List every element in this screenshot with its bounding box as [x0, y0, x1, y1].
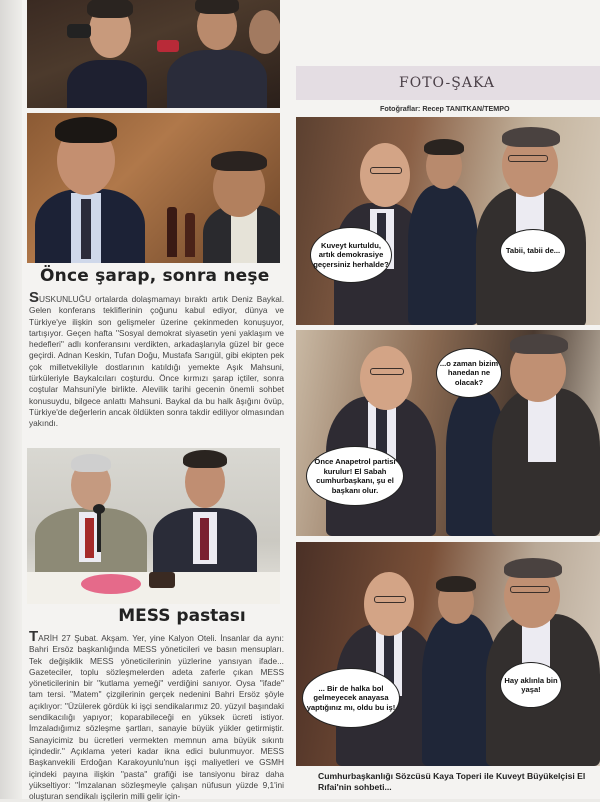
- story2-headline: MESS pastası: [118, 606, 246, 626]
- speech-bubble: Kuveyt kurtuldu, artık demokrasiye geçersiniz herhalde?: [310, 227, 392, 283]
- fotosaka-panel-1: [296, 117, 600, 325]
- fotosaka-panel-2: [296, 330, 600, 536]
- speech-bubble: Hay aklınla bin yaşa!: [500, 662, 562, 708]
- speech-bubble: ...o zaman bizim hanedan ne olacak?: [436, 348, 502, 398]
- story1-body: [29, 289, 284, 430]
- story1-dropcap: S: [29, 289, 40, 306]
- photo-crowd-drinking: [27, 0, 280, 108]
- story2-dropcap: T: [29, 628, 39, 645]
- speech-bubble: Tabii, tabii de...: [500, 229, 566, 273]
- story2-body-lead: ARİH 27 Şubat.: [38, 633, 99, 643]
- story1-headline: Önce şarap, sonra neşe: [40, 266, 270, 286]
- photo-baykal-mahsuni: [27, 113, 280, 263]
- story1-body-lead: USKUNLUĞU: [39, 294, 92, 304]
- photo-mess-meeting: [27, 448, 280, 604]
- story1-body-text: ortalarda dolaşmamayı bıraktı artık Deniz Baykal. Gelen konferans tekliflerinin çoğunu kabul ediyor, dünya ve Türkiye'ye ilişkin son gelişmeler üzerine çekinmeden konuşuyor, tartışıyor. Geçen hafta ''Sosyal demokrat siyasetin yeni yaklaşım ve hedefleri'' adlı konferansını verdikten, arkadaşlarıyla güzel bir gece geçirdi. Adnan Keskin, Tufan Doğu, Mustafa Sarıgül, gibi ekipten pek çok milletvekiliyle dostlarının katıldığı yemekte Aşık Mahsuni, türküleriyle Baykalcıları coşturdu. Önce kırmızı şarap içtiler, sonra coştular Mahsuni'yle birlikte. Alevilik tarihi gecenin önemli sohbet konusuydu, bilgece anlattı Mahsuni. Baykal da bu halk âşığını övüp, Türkiye'de değerlerin ancak öldükten sonra takdir ediliyor olmasından yakındı.: [29, 294, 284, 429]
- fotosaka-panel-3: [296, 542, 600, 766]
- page-binding: [0, 0, 22, 799]
- speech-bubble: ... Bir de halka bol gelmeyecek anayasa yaptığınız mı, oldu bu iş!: [302, 668, 400, 728]
- speech-bubble: Önce Anapetrol partisi kurulur! El Sabah cumhurbaşkanı, şu el başkanı olur.: [306, 446, 404, 506]
- photo-caption: Cumhurbaşkanlığı Sözcüsü Kaya Toperi ile Kuveyt Büyükelçisi El Rıfai'nin sohbeti...: [318, 771, 586, 792]
- story2-body-text: Akşam. Yer, yine Kalyon Oteli. İnsanlar da aynı: Bahri Ersöz başkanlığında MESS yöneticileri ve basın mensupları. Tek değişiklik MESS yöneticilerinin yüzlerine yansıyan ifade... Gazeteciler, toplu sözleşmelerden adeta zaferle çıkan MESS yöneticilerinin bir ''kutlama yemeği'' verdiğini sanıyor. Oysa ''ifade'' tam tersi. ''Matem'' çizgilerinin gerçek nedenini Bahri Ersöz şöyle açıklıyor: ''Üzülerek gördük ki işçi sendikalarımız 20. yüzyıl başındaki sendikacılığı yapıyor; koparabileceği en yüksek ücreti istiyor. İmzaladığımız sözleşme şartları, sanayie büyük yükler getirmiştir. Sanayicimiz bu ücretleri vermekten memnun ama büyük sıkıntı içindedir.'' Açıklama yeteri kadar ikna edici bulunmuyor. MESS Başkanvekili Erdoğan Karakoyunlu'nun işçi maliyetleri ve GSMH içindeki payına ilişkin ''pasta'' grafiği ise tansiyonu biraz daha yükseltiyor: ''İmzalanan sözleşmeyle çalışan nüfusun yüzde 9,1'ini oluşturan sendikalı işçilerin milli gelir için-: [29, 633, 284, 802]
- story2-body: [29, 628, 284, 802]
- photo-credit: Fotoğraflar: Recep TANITKAN/TEMPO: [380, 104, 510, 113]
- section-title: FOTO-ŞAKA: [399, 75, 495, 91]
